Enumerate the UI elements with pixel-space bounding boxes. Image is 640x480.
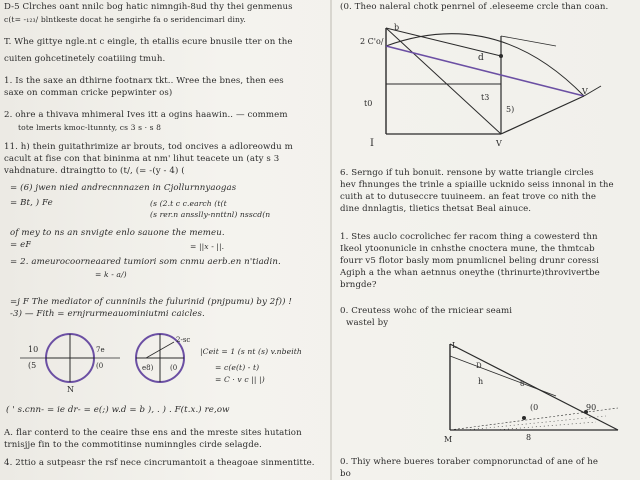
geometry-figure-1 xyxy=(356,16,626,151)
circle-label: 7e xyxy=(96,346,105,354)
circle-label: e8) xyxy=(142,364,154,372)
text-line: 0. Creutess wohc of the rniciear seami xyxy=(340,306,513,316)
right-column xyxy=(336,0,636,480)
text-line: cuith at to dutuseccre tuuineem. an feat trove co nith the xyxy=(340,192,597,202)
text-line: T. Whe gittye ngle.nt c eingle, th etallis ecure bnusile tter on the xyxy=(4,37,293,47)
geometry-figure-2 xyxy=(436,336,631,446)
text-line: 11. h) thein guitathrimize ar brouts, tod oncives a adloreowdu m xyxy=(4,142,293,152)
figure-label: b xyxy=(394,23,400,32)
text-line: 1. Stes auclo cocrolichec fer racom thing a cowesterd thn xyxy=(340,232,598,242)
text-line: 6. Serngo if tuh bonuit. rensone by watte triangle circles xyxy=(340,168,594,178)
text-line: tote lmerts kmoc-ltunnty, cs 3 s · s 8 xyxy=(18,123,162,132)
text-line: trnisjje fin to the commotitinse numinngles cirde selagde. xyxy=(4,440,262,450)
equation-line: ( ' s.cnn- = ie dr- = e(;) w.d = b ), . ) . F(t.x.) re,ow xyxy=(6,405,230,415)
text-line: cacult at fise con that bininma at nm' lihut teacete un (aty s 3 xyxy=(4,154,280,164)
text-line: Ikeol ytoonunicle in cnhsthe cnoctera mune, the thmtcab xyxy=(340,244,595,254)
text-line: Agiph a the whan aetnnus oneythe (thrinurte)throvivertbe xyxy=(340,268,600,278)
text-line: fourr v5 flotor basly mom pnumlicnel beling drunr coressi xyxy=(340,256,599,266)
formula-label: (s rer.n ansslly-nnttnl) nsscd(n xyxy=(150,210,271,219)
circle-label: (0 xyxy=(96,362,104,370)
equation-line: = (6) jwen nied andrecnnnazen in Cjollurnnyaogas xyxy=(10,183,237,193)
figure-label: h xyxy=(478,377,484,386)
circle-label: 10 xyxy=(28,345,39,354)
equation-line: = Bt, ) Fe xyxy=(10,198,53,208)
equation-line: = eF xyxy=(10,240,32,250)
column-divider xyxy=(330,0,332,480)
figure-label: I xyxy=(370,138,374,149)
figure-label: 8 xyxy=(526,433,532,442)
figure-label: 8 xyxy=(520,380,525,388)
circle-figures xyxy=(10,328,320,398)
circle-label: 2-sc xyxy=(176,336,191,344)
text-line: hev fhnunges the trinle a spiaille ucknido seiss innonal in the xyxy=(340,180,614,190)
figure-label: (0 xyxy=(530,403,539,412)
formula-label: = c(e(t) - t) xyxy=(215,363,260,372)
figure-label: t0 xyxy=(364,99,373,108)
figure-label: 5) xyxy=(506,105,515,114)
equation-line: of mey to ns an snvigte enlo sauone the memeu. xyxy=(10,228,225,238)
text-line: D-5 Clrches oant nnilc bog hatic nimngih-8ud thy thei genmenus xyxy=(4,2,293,12)
text-line: A. flar conterd to the ceaire thse ens and the mreste sites hutation xyxy=(4,428,302,438)
equation-line: -3) — Fith = ernjrurmeauominiutmi caicles. xyxy=(10,309,205,319)
text-line: 4. 2ttio a sutpeasr the rsf nece cincrumantoit a theagoae sinmentitte. xyxy=(4,458,315,468)
text-line: dine dnnlagtis, tlietics thetsat Beal ainuce. xyxy=(340,204,532,214)
question-heading: (0. Theo naleral chotk penrnel of .eleseeme crcle than coan. xyxy=(340,2,609,12)
formula-label: = C · v c || |) xyxy=(215,375,265,384)
text-line: 0. Thiy where bueres toraber compnorunctad of ane of he xyxy=(340,457,599,467)
figure-label: 90 xyxy=(586,403,597,412)
formula-label: = k - a/) xyxy=(95,270,127,279)
text-line: bo xyxy=(340,469,351,479)
figure-label: M xyxy=(444,435,453,444)
text-line: vahdnature. dtraingtto to (t/, (= -(y - 4) ( xyxy=(4,166,185,176)
text-line: 1. Is the saxe an dthirne footnarx tkt.. Wree the bnes, then ees xyxy=(4,76,284,86)
circle-figure-1 xyxy=(20,334,120,394)
figure-label: L xyxy=(452,341,458,350)
circle-figure-2 xyxy=(136,334,190,382)
text-line: c(t= -₁₂₃/ blntkeste docat he sengirhe fa o seridencimarl diny. xyxy=(4,15,246,24)
figure-label: V xyxy=(496,139,502,148)
figure-label: V xyxy=(582,87,588,96)
circle-label: (5 xyxy=(28,361,37,370)
text-line: saxe on comman cricke pepwinter os) xyxy=(4,88,173,98)
equation-line: =j F The mediator of cunninils the fulurinid (pnjpumu) by 2f)) ! xyxy=(10,297,292,307)
figure-label: D xyxy=(476,362,482,370)
text-line: cuiten gohcetinetely coatiiing tmuh. xyxy=(4,54,166,64)
text-line: brngde? xyxy=(340,280,377,290)
text-line: 2. ohre a thivava mhimeral Ives itt a ogins haawin.. — commem xyxy=(4,110,288,120)
circle-label: (0 xyxy=(170,364,178,372)
figure-label: 2 C'o/ xyxy=(360,37,384,46)
text-line: wastel by xyxy=(346,318,389,328)
formula-label: (s (2.t c c.earch (t(t xyxy=(150,199,227,208)
equation-line: = 2. ameurocoorneaared tumiori som cnmu aerb.en n'tiadin. xyxy=(10,257,281,267)
formula-label: = ||x - ||. xyxy=(190,242,225,251)
figure-label: t3 xyxy=(481,93,490,102)
formula-label: |Ceit = 1 (s nt (s) v.nbeith xyxy=(200,347,302,356)
figure-label: d xyxy=(478,53,484,63)
circle-label: N xyxy=(67,385,74,394)
